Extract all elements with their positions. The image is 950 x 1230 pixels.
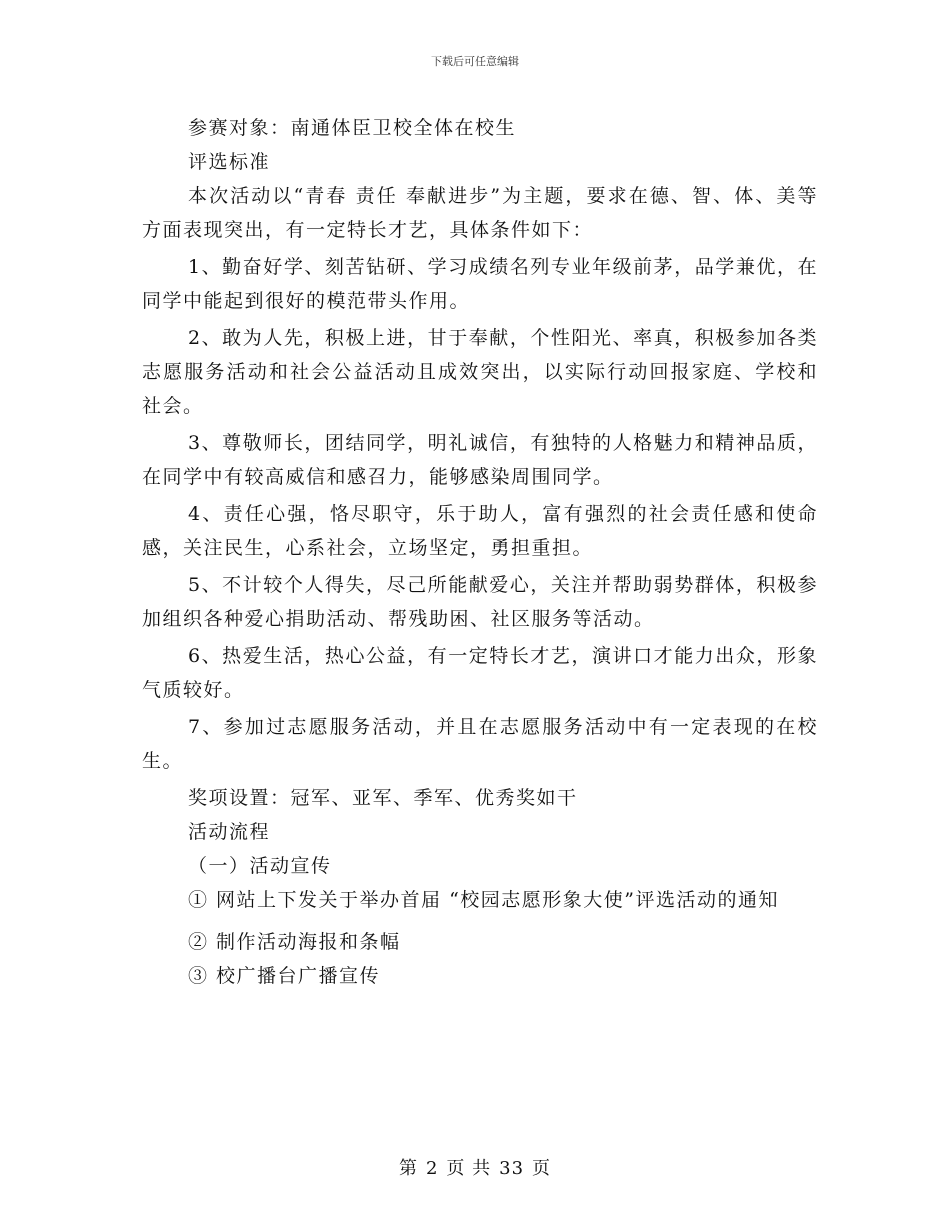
footer-suffix: 页 [532,1158,552,1179]
page-header: 下载后可任意编辑 [431,55,519,68]
paragraph-publicity-2: ② 制作活动海报和条幅 [188,931,401,953]
footer-page-number: 2 [425,1158,439,1179]
page-footer [0,1154,950,1180]
paragraph-criterion-5: 5、不计较个人得失，尽己所能献爱心，关注并帮助弱势群体，积极参加组织各种爱心捐助活动、帮残助困、社区服务等活动。 [142,574,818,630]
paragraph-publicity-heading: （一）活动宣传 [188,855,332,877]
paragraph-theme: 本次活动以“青春 责任 奉献进步”为主题，要求在德、智、体、美等方面表现突出，有一定特长才艺，具体条件如下： [142,185,818,241]
paragraph-criterion-4: 4、责任心强，恪尽职守，乐于助人，富有强烈的社会责任感和使命感，关注民生，心系社会，立场坚定，勇担重担。 [142,503,818,559]
footer-total-pages: 33 [499,1158,525,1179]
paragraph-awards: 奖项设置：冠军、亚军、季军、优秀奖如干 [188,787,578,809]
paragraph-participants: 参赛对象：南通体臣卫校全体在校生 [188,117,517,139]
paragraph-criterion-1: 1、勤奋好学、刻苦钻研、学习成绩名列专业年级前茅，品学兼优，在同学中能起到很好的模范带头作用。 [142,256,818,312]
paragraph-criteria-heading: 评选标准 [188,151,271,173]
paragraph-process-heading: 活动流程 [188,821,271,843]
footer-middle: 页 共 [446,1158,492,1179]
paragraph-criterion-6: 6、热爱生活，热心公益，有一定特长才艺，演讲口才能力出众，形象气质较好。 [142,645,818,701]
paragraph-criterion-2: 2、敢为人先，积极上进，甘于奉献，个性阳光、率真，积极参加各类志愿服务活动和社会公益活动且成效突出，以实际行动回报家庭、学校和社会。 [142,327,818,417]
paragraph-publicity-3: ③ 校广播台广播宣传 [188,965,381,987]
paragraph-publicity-1: ① 网站上下发关于举办首届 “校园志愿形象大使”评选活动的通知 [188,889,780,911]
paragraph-criterion-3: 3、尊敬师长，团结同学，明礼诚信，有独特的人格魅力和精神品质，在同学中有较高威信和感召力，能够感染周围同学。 [142,432,818,488]
footer-prefix: 第 [398,1158,418,1179]
document-body [142,111,818,993]
paragraph-criterion-7: 7、参加过志愿服务活动，并且在志愿服务活动中有一定表现的在校生。 [142,716,818,772]
